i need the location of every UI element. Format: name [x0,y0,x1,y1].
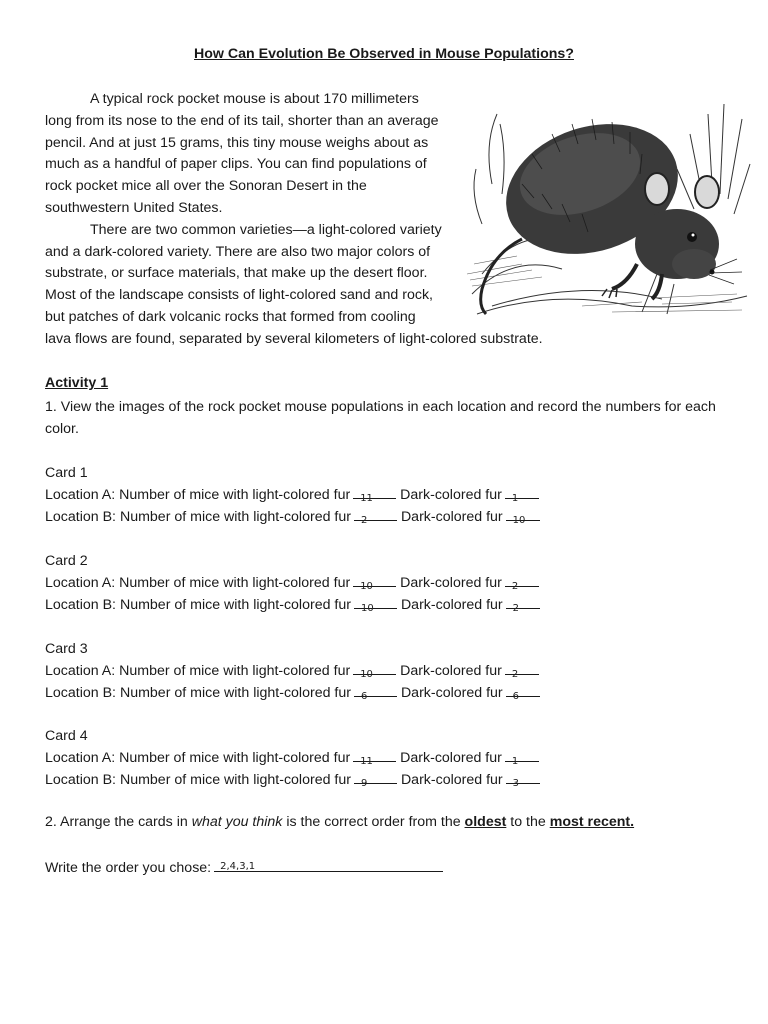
dark-label: Dark-colored fur [400,772,503,788]
dark-count: 1 [511,493,519,504]
q2-emphasis: what you think [191,814,283,830]
light-count: 11 [360,756,373,767]
card-row [45,747,540,769]
intro-line: but patches of dark volcanic rocks that formed from cooling [45,308,416,325]
intro-text [45,89,565,351]
card-2 [45,550,540,616]
order-answer-row [45,857,443,876]
dark-count: 1 [511,756,519,767]
dark-label: Dark-colored fur [400,597,503,613]
activity-heading: Activity 1 [45,375,109,391]
light-label: Number of mice with light-colored fur [119,509,351,525]
light-count: 10 [360,603,374,614]
dark-count: 3 [512,778,520,789]
intro-line: substrate, or surface materials, that make up the desert floor. [45,265,428,282]
light-count-field[interactable] [353,572,396,592]
location-label: Location B: [45,685,116,701]
dark-label: Dark-colored fur [400,663,502,679]
card-3 [45,638,540,704]
light-count: 10 [360,669,373,680]
intro-line: much as a handful of paper clips. You can find populations of [45,156,427,173]
light-count-field[interactable] [354,682,397,702]
intro-line: A typical rock pocket mouse is about 170 millimeters [90,91,419,107]
card-row [45,594,540,616]
order-answer-field[interactable] [214,857,443,872]
intro-line: pencil. And at just 15 grams, this tiny mouse weighs about as [45,134,429,151]
intro-line: southwestern United States. [45,199,223,216]
light-count-field[interactable] [354,769,397,789]
light-count-field[interactable] [353,660,396,680]
dark-count: 2 [511,669,519,680]
dark-count-field[interactable] [505,572,539,592]
dark-label: Dark-colored fur [400,575,502,591]
card-row [45,484,540,506]
light-count: 10 [360,581,373,592]
location-label: Location A: [45,487,116,503]
light-count: 2 [360,515,368,526]
intro-line: lava flows are found, separated by several kilometers of light-colored substrate. [45,330,543,347]
dark-count-field[interactable] [506,506,540,526]
location-label: Location A: [45,663,116,679]
light-label: Number of mice with light-colored fur [119,750,351,766]
light-label: Number of mice with light-colored fur [119,663,351,679]
light-count: 9 [360,778,368,789]
intro-line: There are two common varieties—a light-colored variety [90,221,442,238]
dark-label: Dark-colored fur [400,509,503,525]
card-title: Card 2 [45,553,88,569]
card-row [45,660,540,682]
q2-middle: is the correct order from the [282,814,465,830]
dark-count-field[interactable] [505,747,539,767]
activity-instruction: 1. View the images of the rock pocket mouse populations in each location and record the numbers for each color. [45,399,716,437]
intro-line: long from its nose to the end of its tail, shorter than an average [45,112,439,129]
q2-prefix: 2. Arrange the cards in [45,814,192,830]
intro-line: and a dark-colored variety. There are also two major colors of [45,243,431,260]
location-label: Location A: [45,750,116,766]
light-label: Number of mice with light-colored fur [119,597,351,613]
dark-count-field[interactable] [505,660,539,680]
light-count: 11 [360,493,373,504]
card-4 [45,725,540,791]
q2-recent: most recent. [549,814,635,830]
location-label: Location B: [45,509,116,525]
light-label: Number of mice with light-colored fur [119,487,351,503]
dark-count: 6 [512,691,520,702]
q2-to: to the [506,814,550,830]
dark-count: 10 [512,515,526,526]
q2-oldest: oldest [464,814,507,830]
dark-count-field[interactable] [506,682,540,702]
card-row [45,572,540,594]
dark-label: Dark-colored fur [400,750,502,766]
question-2 [45,814,634,830]
order-label: Write the order you chose: [45,860,212,876]
dark-count-field[interactable] [506,594,540,614]
location-label: Location B: [45,772,116,788]
card-title: Card 4 [45,728,88,744]
intro-line: rock pocket mice all over the Sonoran Desert in the [45,178,367,195]
location-label: Location B: [45,597,116,613]
light-label: Number of mice with light-colored fur [119,575,351,591]
card-row [45,769,540,791]
card-title: Card 1 [45,465,88,481]
location-label: Location A: [45,575,116,591]
page-title: How Can Evolution Be Observed in Mouse Populations? [194,46,574,62]
card-row [45,506,540,528]
dark-count-field[interactable] [506,769,540,789]
card-row [45,682,540,704]
light-count-field[interactable] [353,747,396,767]
light-count-field[interactable] [353,484,396,504]
light-count-field[interactable] [354,594,397,614]
dark-label: Dark-colored fur [400,685,503,701]
light-count: 6 [360,691,368,702]
intro-line: Most of the landscape consists of light-colored sand and rock, [45,287,434,304]
card-1 [45,462,540,528]
dark-count: 2 [511,581,519,592]
dark-count: 2 [512,603,520,614]
light-count-field[interactable] [354,506,397,526]
dark-count-field[interactable] [505,484,539,504]
light-label: Number of mice with light-colored fur [119,772,351,788]
order-answer: 2,4,3,1 [220,861,256,872]
light-label: Number of mice with light-colored fur [119,685,351,701]
dark-label: Dark-colored fur [400,487,502,503]
card-title: Card 3 [45,641,88,657]
